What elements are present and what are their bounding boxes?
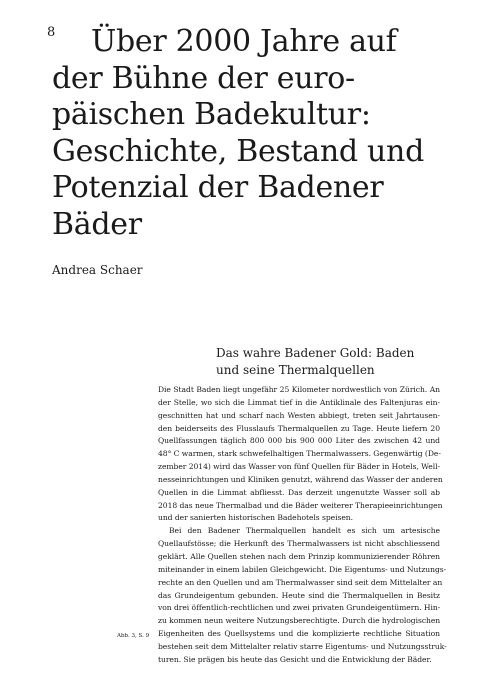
body-line: Quellen in die Limmat abfliesst. Das derzeit ungenutzte Wasser soll ab <box>158 487 440 497</box>
body-line: Die Stadt Baden liegt ungefähr 25 Kilometer nordwestlich von Zürich. An <box>158 385 440 394</box>
page-number: 8 <box>47 25 56 40</box>
body-line: den beiderseits des Flusslaufs Thermalquellen zu Tage. Heute liefern 20 <box>158 423 440 433</box>
section-heading-line: und seine Thermalquellen <box>216 363 375 377</box>
body-line: miteinander in einem labilen Gleichgewicht. Die Eigentums- und Nutzungs- <box>158 564 447 574</box>
section-heading <box>216 345 414 379</box>
body-line: nesseinrichtungen und Kliniken genutzt, während das Wasser der anderen <box>158 474 443 484</box>
chapter-title-line: Geschichte, Bestand und <box>52 133 424 169</box>
body-line: bestehen seit dem Mittelalter relativ starre Eigentums- und Nutzungsstruk- <box>158 641 447 651</box>
body-line: turen. Sie prägen bis heute das Gesicht und die Entwicklung der Bäder. <box>158 654 432 664</box>
body-line: geschnitten hat und scharf nach Westen abbiegt, treten seit Jahrtausen- <box>158 410 440 420</box>
body-line: zu kommen neun weitere Nutzungsberechtigte. Durch die hydrologischen <box>158 616 441 626</box>
body-line: von drei öffentlich-rechtlichen und zwei privaten Grundeigentümern. Hin- <box>158 603 441 613</box>
body-line: Eigenheiten des Quellsystems und die komplizierte rechtliche Situation <box>158 629 440 639</box>
body-text <box>158 384 447 667</box>
chapter-title-line: päischen Badekultur: <box>52 97 371 132</box>
body-line: zember 2014) wird das Wasser von fünf Quellen für Bäder in Hotels, Well- <box>158 462 440 472</box>
body-line: der Stelle, wo sich die Limmat tief in die Antiklinale des Faltenjuras ein- <box>158 397 440 407</box>
body-line: Quellaufstösse; die Herkunft des Thermalwassers ist nicht abschliessend <box>158 539 440 549</box>
chapter-title <box>52 24 452 243</box>
figure-reference: Abb. 3, S. 9 <box>117 633 150 639</box>
body-line: Bei den Badener Thermalquellen handelt es sich um artesische <box>169 526 440 536</box>
body-line: 2018 das neue Thermalbad und die Bäder weiterer Therapieeinrichtungen <box>158 500 443 510</box>
section-heading-line: Das wahre Badener Gold: Baden <box>216 346 415 360</box>
body-line: Quellfassungen täglich 800 000 bis 900 000 Liter des zwischen 42 und <box>158 436 440 446</box>
chapter-title-line: Über 2000 Jahre auf <box>91 24 397 59</box>
body-line: geklärt. Alle Quellen stehen nach dem Prinzip kommunizierender Röhren <box>158 551 440 561</box>
body-line: das Grundeigentum gebunden. Heute sind die Thermalquellen in Besitz <box>158 590 440 600</box>
body-line: und der sanierten historischen Badehotels speisen. <box>158 513 353 523</box>
chapter-title-line: Bäder <box>52 206 142 242</box>
body-line: rechte an den Quellen und am Thermalwasser sind seit dem Mittelalter an <box>158 577 443 587</box>
chapter-title-line: der Bühne der euro- <box>52 60 355 96</box>
chapter-title-line: Potenzial der Badener <box>52 170 384 205</box>
body-line: 48° C warmen, stark schwefelhaltigen Thermalwassers. Gegenwärtig (De- <box>158 449 441 459</box>
author-name: Andrea Schaer <box>52 263 143 277</box>
